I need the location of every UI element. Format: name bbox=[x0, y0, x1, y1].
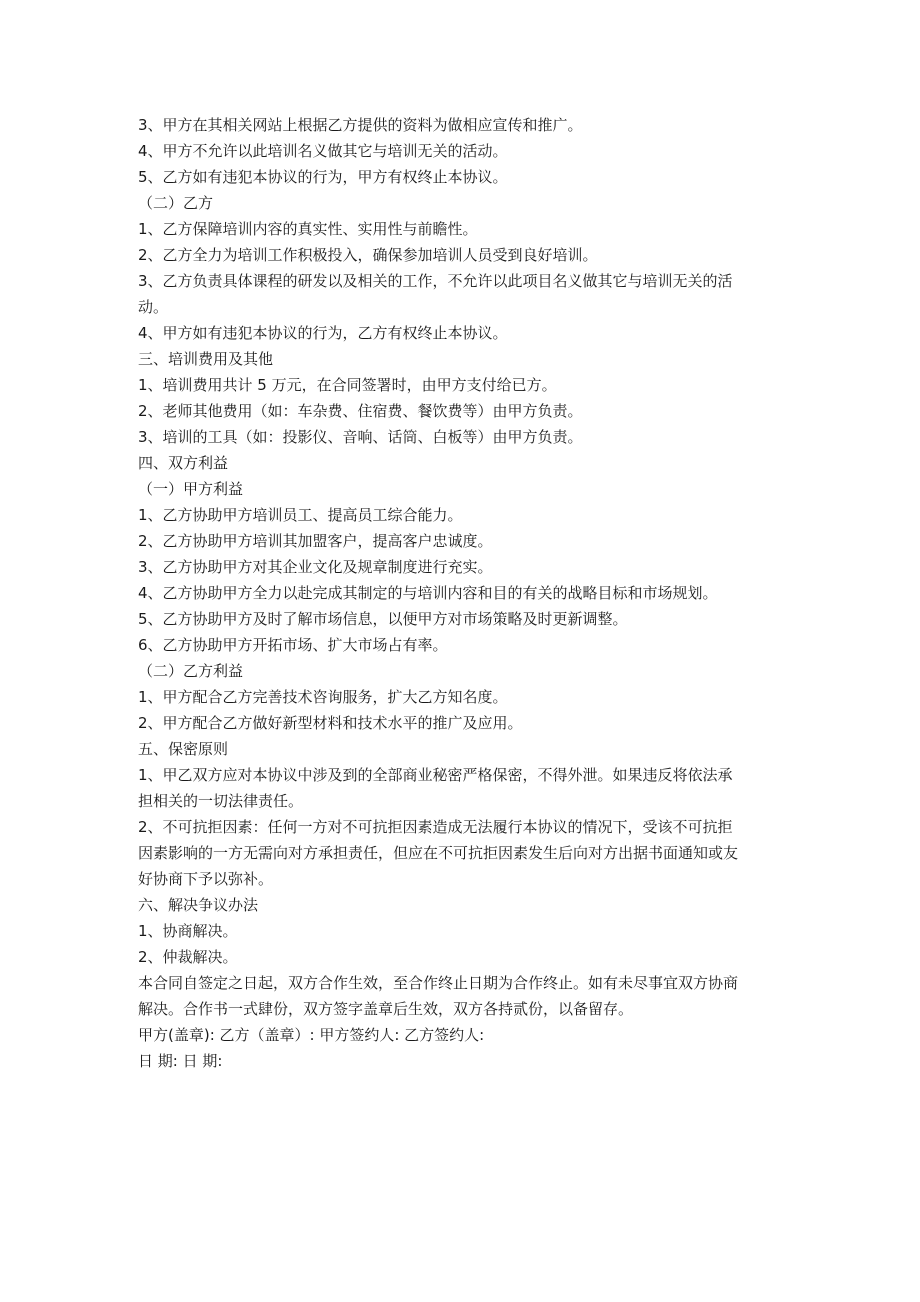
clause-line: 3、乙方协助甲方对其企业文化及规章制度进行充实。 bbox=[138, 558, 493, 576]
clause-line-continued: 动。 bbox=[138, 298, 169, 316]
closing-paragraph-line: 解决。合作书一式肆份，双方签字盖章后生效，双方各持贰份，以备留存。 bbox=[138, 1000, 634, 1018]
clause-line: 2、乙方协助甲方培训其加盟客户，提高客户忠诚度。 bbox=[138, 532, 493, 550]
clause-line: 4、甲方不允许以此培训名义做其它与培训无关的活动。 bbox=[138, 142, 508, 160]
clause-line: 1、乙方保障培训内容的真实性、实用性与前瞻性。 bbox=[138, 220, 478, 238]
section-heading: 四、双方利益 bbox=[138, 454, 229, 472]
clause-line: 5、乙方协助甲方及时了解市场信息，以便甲方对市场策略及时更新调整。 bbox=[138, 610, 628, 628]
clause-line: 2、老师其他费用（如：车杂费、住宿费、餐饮费等）由甲方负责。 bbox=[138, 402, 583, 420]
signature-row: 甲方(盖章): 乙方（盖章）: 甲方签约人: 乙方签约人: bbox=[138, 1026, 485, 1044]
clause-line: 4、乙方协助甲方全力以赴完成其制定的与培训内容和目的有关的战略目标和市场规划。 bbox=[138, 584, 718, 602]
clause-line: 1、甲方配合乙方完善技术咨询服务，扩大乙方知名度。 bbox=[138, 688, 508, 706]
clause-line: 5、乙方如有违犯本协议的行为，甲方有权终止本协议。 bbox=[138, 168, 508, 186]
clause-line: 2、甲方配合乙方做好新型材料和技术水平的推广及应用。 bbox=[138, 714, 523, 732]
subsection-heading: （二）乙方利益 bbox=[138, 662, 244, 680]
subsection-heading: （一）甲方利益 bbox=[138, 480, 244, 498]
clause-line: 1、协商解决。 bbox=[138, 922, 238, 940]
clause-line-continued: 担相关的一切法律责任。 bbox=[138, 792, 304, 810]
clause-line-continued: 因素影响的一方无需向对方承担责任，但应在不可抗拒因素发生后向对方出据书面通知或友 bbox=[138, 844, 739, 862]
clause-line: 3、甲方在其相关网站上根据乙方提供的资料为做相应宣传和推广。 bbox=[138, 116, 583, 134]
clause-line: 2、乙方全力为培训工作积极投入，确保参加培训人员受到良好培训。 bbox=[138, 246, 598, 264]
date-row: 日 期: 日 期: bbox=[138, 1052, 223, 1070]
clause-line: 3、乙方负责具体课程的研发以及相关的工作，不允许以此项目名义做其它与培训无关的活 bbox=[138, 272, 733, 290]
clause-line: 2、不可抗拒因素：任何一方对不可抗拒因素造成无法履行本协议的情况下，受该不可抗拒 bbox=[138, 818, 733, 836]
clause-line-continued: 好协商下予以弥补。 bbox=[138, 870, 274, 888]
clause-line: 1、乙方协助甲方培训员工、提高员工综合能力。 bbox=[138, 506, 463, 524]
section-heading: 五、保密原则 bbox=[138, 740, 229, 758]
clause-line: 1、培训费用共计 5 万元，在合同签署时，由甲方支付给已方。 bbox=[138, 376, 557, 394]
closing-paragraph-line: 本合同自签定之日起，双方合作生效，至合作终止日期为合作终止。如有未尽事宜双方协商 bbox=[138, 974, 739, 992]
contract-document bbox=[138, 112, 798, 1074]
clause-line: 3、培训的工具（如：投影仪、音响、话筒、白板等）由甲方负责。 bbox=[138, 428, 583, 446]
subsection-heading: （二）乙方 bbox=[138, 194, 214, 212]
clause-line: 1、甲乙双方应对本协议中涉及到的全部商业秘密严格保密，不得外泄。如果违反将依法承 bbox=[138, 766, 733, 784]
clause-line: 6、乙方协助甲方开拓市场、扩大市场占有率。 bbox=[138, 636, 448, 654]
clause-line: 4、甲方如有违犯本协议的行为，乙方有权终止本协议。 bbox=[138, 324, 508, 342]
clause-line: 2、仲裁解决。 bbox=[138, 948, 238, 966]
section-heading: 六、解决争议办法 bbox=[138, 896, 259, 914]
section-heading: 三、培训费用及其他 bbox=[138, 350, 274, 368]
